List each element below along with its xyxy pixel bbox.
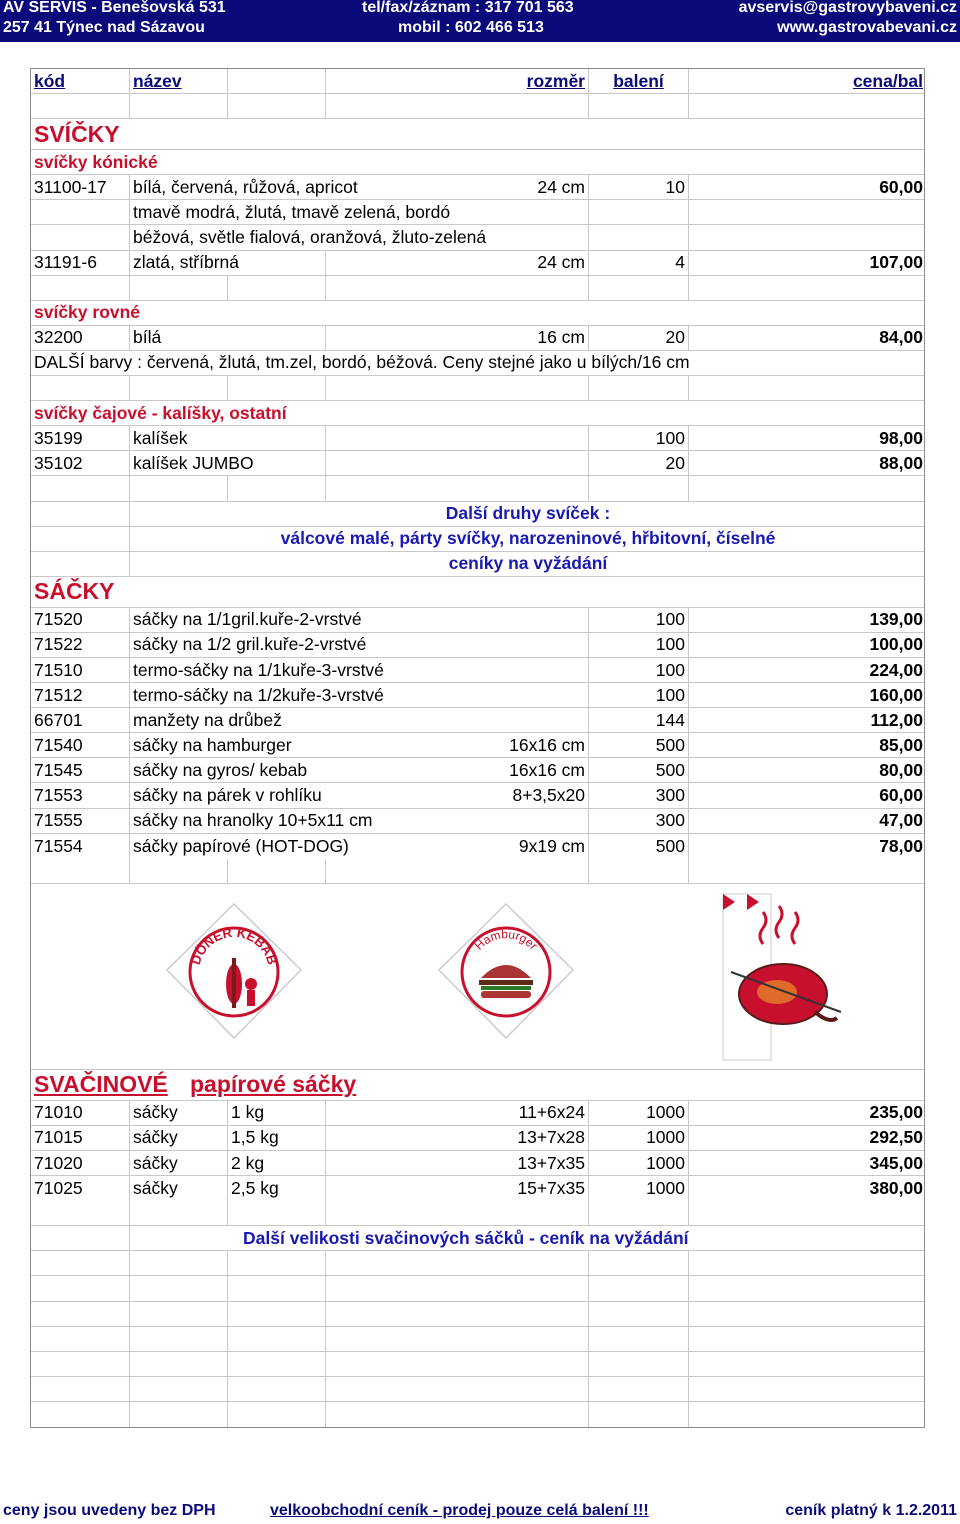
item-size [326,683,589,707]
sacky-rows [31,608,924,859]
item-price: 78,00 [879,835,923,856]
item-pack: 300 [589,809,689,833]
item-pack: 100 [589,683,689,707]
section-subtitle: papírové sáčky [190,1071,357,1098]
table-row [31,758,924,783]
item-code: 71025 [31,1176,130,1201]
table-row [31,351,924,376]
item-price: 235,00 [869,1102,923,1123]
table-row: béžová, světle fialová, oranžová, žluto-zelená [31,225,924,250]
table-row [31,1151,924,1176]
item-pack: 144 [589,708,689,732]
item-size: 16x16 cm [326,733,589,757]
svacinove-note: Další velikosti svačinových sáčků - ceník na vyžádání [243,1227,689,1248]
item-name: sáčky na 1/1gril.kuře-2-vrstvé [133,609,362,630]
item-pack: 300 [589,783,689,807]
item-pack: 500 [589,834,689,859]
item-code: 71553 [31,783,130,807]
section-title: SÁČKY [34,578,115,605]
item-price: 60,00 [879,784,923,805]
table-row [31,733,924,758]
item-size: 11+6x24 [326,1101,589,1125]
section-title: SVAČINOVÉ [34,1071,168,1098]
item-price: 100,00 [869,634,923,655]
item-name: sáčky na 1/2 gril.kuře-2-vrstvé [133,634,367,655]
price-table [30,68,925,1428]
company-mobile: mobil : 602 466 513 [398,19,544,36]
item-size: 9x19 cm [326,834,589,859]
item-code: 71545 [31,758,130,782]
item-name: sáčky na gyros/ kebab [133,759,308,780]
item-weight: 2,5 kg [228,1176,326,1201]
item-size [326,809,589,833]
item-code: 71554 [31,834,130,859]
item-code: 71020 [31,1151,130,1175]
table-row: 35199 kalíšek 100 98,00 [31,426,924,451]
table-row [31,1126,924,1151]
table-row [31,1101,924,1126]
subsection-title: svíčky rovné [34,302,141,323]
item-price: 224,00 [869,659,923,680]
footer-vat: ceny jsou uvedeny bez DPH [3,1502,216,1519]
company-name: AV SERVIS - Benešovská 531 [3,0,226,16]
item-code: 66701 [31,708,130,732]
item-size: 13+7x35 [326,1151,589,1175]
item-weight: 2 kg [228,1151,326,1175]
table-row: tmavě modrá, žlutá, tmavě zelená, bordó [31,200,924,225]
table-row [31,834,924,859]
item-pack: 100 [589,658,689,682]
table-row [31,608,924,633]
section-title: SVÍČKY [34,120,120,147]
item-weight: 1 kg [228,1101,326,1125]
item-price: 345,00 [869,1152,923,1173]
kebab-bag-image [159,892,309,1062]
item-name: sáčky [130,1151,228,1175]
table-row [31,658,924,683]
item-name: sáčky [130,1126,228,1150]
footer-wholesale: velkoobchodní ceník - prodej pouze celá balení !!! [270,1502,649,1519]
item-size [326,658,589,682]
item-pack: 1000 [589,1176,689,1201]
item-name: termo-sáčky na 1/1kuře-3-vrstvé [133,659,384,680]
company-city: 257 41 Týnec nad Sázavou [3,19,205,36]
more-candles-note: ceníky na vyžádání [448,553,608,574]
item-code: 71522 [31,633,130,657]
hamburger-bag-image [431,892,581,1062]
table-row [31,809,924,834]
item-name: sáčky na hamburger [133,734,292,755]
table-row [31,1176,924,1201]
item-size: 8+3,5x20 [326,783,589,807]
item-size: 13+7x28 [326,1126,589,1150]
table-row [31,708,924,733]
item-name: sáčky [130,1101,228,1125]
section-svacinove [31,1070,924,1101]
table-row [31,633,924,658]
item-pack: 100 [589,633,689,657]
item-price: 85,00 [879,734,923,755]
table-row: 31191-6 zlatá, stříbrná 24 cm 4 107,00 [31,251,924,276]
color-note: DALŠÍ barvy : červená, žlutá, tm.zel, bordó, béžová. Ceny stejné jako u bílých/16 cm [34,352,690,373]
item-size: 15+7x35 [326,1176,589,1201]
item-code: 71555 [31,809,130,833]
section-svicky [31,119,924,150]
section-sacky [31,577,924,608]
item-pack: 1000 [589,1126,689,1150]
more-candles-list: válcové malé, párty svíčky, narozeninové, hřbitovní, číselné [280,528,776,549]
product-images [31,884,924,1070]
item-pack: 1000 [589,1151,689,1175]
item-code: 71015 [31,1126,130,1150]
col-name: název [130,69,228,93]
footer [0,1500,960,1522]
col-price: cena/bal [852,70,923,91]
subsection-title: svíčky kónické [34,151,158,172]
col-pack: balení [589,69,689,93]
item-price: 47,00 [879,810,923,831]
item-code: 71520 [31,608,130,632]
item-name: sáčky na hranolky 10+5x11 cm [133,810,373,831]
item-price: 112,00 [870,709,923,730]
kebab-text: DÖNER KEBAB [187,924,281,967]
table-row: 35102 kalíšek JUMBO 20 88,00 [31,451,924,476]
company-email[interactable]: avservis@gastrovybaveni.cz [738,0,957,16]
svacinove-rows [31,1101,924,1201]
item-name: sáčky papírové (HOT-DOG) [133,835,349,856]
company-web[interactable]: www.gastrovabevani.cz [777,19,957,36]
item-weight: 1,5 kg [228,1126,326,1150]
item-price: 80,00 [879,759,923,780]
company-telfax: tel/fax/záznam : 317 701 563 [362,0,574,16]
item-pack: 1000 [589,1101,689,1125]
col-size: rozměr [326,69,589,93]
item-pack: 500 [589,758,689,782]
item-name: manžety na drůbež [133,709,282,730]
item-price: 292,50 [869,1127,923,1148]
item-code: 71510 [31,658,130,682]
item-code: 71512 [31,683,130,707]
item-size [326,708,589,732]
more-candles-title: Další druhy svíček : [445,503,611,524]
item-name: sáčky [130,1176,228,1201]
table-row [31,783,924,808]
item-code: 71540 [31,733,130,757]
item-pack: 500 [589,733,689,757]
item-size [326,608,589,632]
header-bar [0,0,960,42]
footer-valid: ceník platný k 1.2.2011 [785,1502,957,1519]
hamburger-text: Hamburger [471,926,541,953]
item-pack: 100 [589,608,689,632]
col-code: kód [31,69,130,93]
item-code: 71010 [31,1101,130,1125]
chicken-bag-image [711,892,861,1062]
item-name: termo-sáčky na 1/2kuře-3-vrstvé [133,684,384,705]
table-row: 32200 bílá 16 cm 20 84,00 [31,326,924,351]
table-header [31,69,924,94]
item-size: 16x16 cm [326,758,589,782]
item-price: 160,00 [869,684,923,705]
item-price: 380,00 [869,1178,923,1199]
item-size [326,633,589,657]
table-row [31,683,924,708]
item-name: sáčky na párek v rohlíku [133,784,322,805]
item-price: 139,00 [869,609,923,630]
table-row: 31100-17 bílá, červená, růžová, apricot 24 cm 10 60,00 [31,175,924,200]
subsection-title: svíčky čajové - kalíšky, ostatní [34,402,287,423]
